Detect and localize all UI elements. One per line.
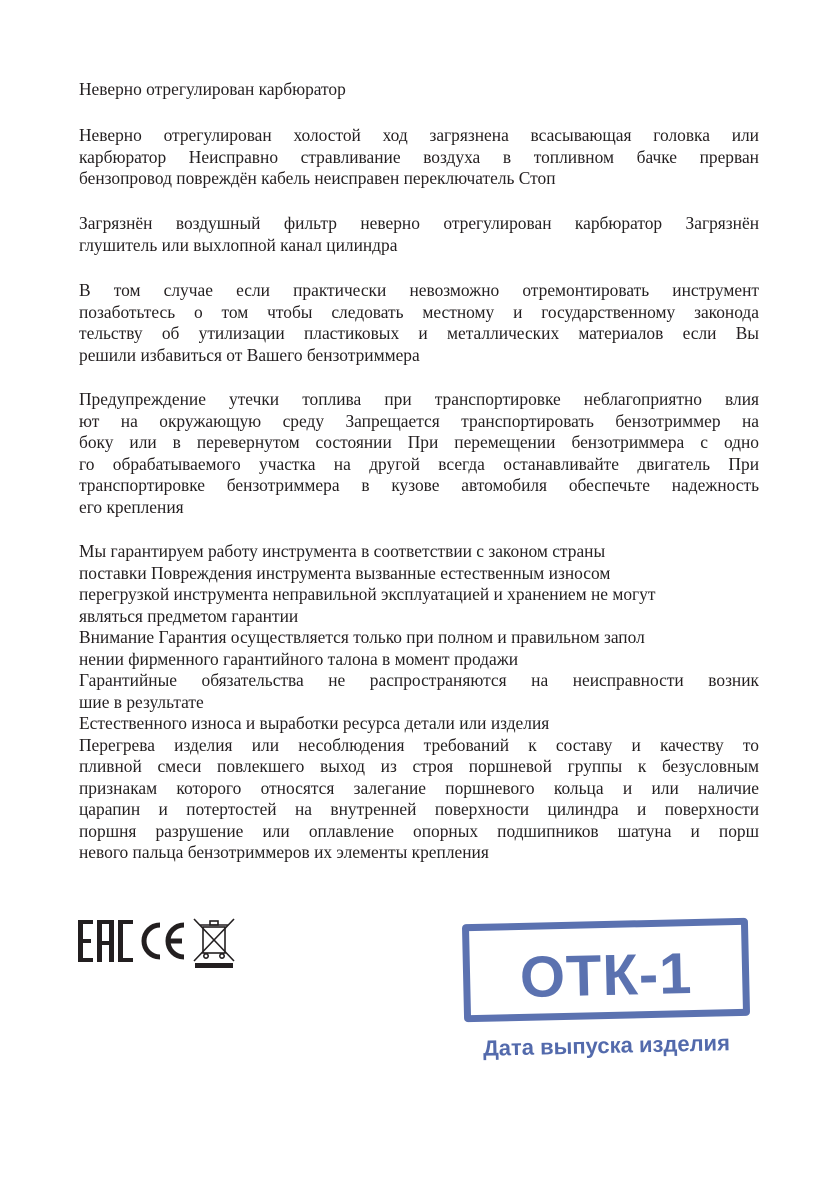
text-line: перегрузкой инструмента неправильной эксплуатацией и хранением не могут (79, 584, 656, 604)
quality-control-stamp (455, 915, 765, 1075)
text-line: поставки Повреждения инструмента вызванные естественным износом (79, 562, 611, 583)
text-line: боку или в перевернутом состоянии При перемещении бензотриммера с одно (79, 432, 759, 452)
text-line: признакам которого относятся залегание поршневого кольца и или наличие (79, 777, 759, 798)
paragraph-idle (79, 125, 759, 190)
stamp-frame (462, 918, 750, 1022)
paragraph-disposal (79, 280, 759, 366)
paragraph-warranty (79, 541, 759, 864)
text-line: транспортировке бензотриммера в кузове автомобиля обеспечьте надежность (79, 475, 759, 495)
text-line: шие в результате (79, 691, 204, 712)
text-line: Предупреждение утечки топлива при транспортировке неблагоприятно влия (79, 389, 759, 409)
text-line: являться предметом гарантии (79, 605, 299, 626)
text-line: В том случае если практически невозможно отремонтировать инструмент (79, 280, 759, 300)
text-line: решили избавиться от Вашего бензотриммера (79, 344, 420, 365)
paragraph-air-filter (79, 213, 759, 256)
eac-mark-icon (78, 920, 133, 962)
text-line: Перегрева изделия или несоблюдения требований к составу и качеству то (79, 734, 759, 755)
text-line: невого пальца бензотриммеров их элементы крепления (79, 842, 489, 862)
paragraph-carburetor (79, 79, 759, 101)
certification-marks (78, 917, 243, 967)
text-line: Загрязнён воздушный фильтр неверно отрегулирован карбюратор Загрязнён (79, 213, 759, 233)
text-line: Внимание Гарантия осуществляется только при полном и правильном запол (79, 627, 645, 647)
text-line: Неверно отрегулирован холостой ход загрязнена всасывающая головка или (79, 125, 759, 145)
text-line: нении фирменного гарантийного талона в момент продажи (79, 648, 519, 669)
text-line: Мы гарантируем работу инструмента в соответствии с законом страны (79, 541, 606, 561)
text-line: поршня разрушение или оплавление опорных подшипников шатуна и порш (79, 820, 759, 841)
text-line: глушитель или выхлопной канал цилиндра (79, 234, 398, 255)
text-line: Неверно отрегулирован карбюратор (79, 79, 346, 99)
text-line: бензопровод повреждён кабель неисправен переключатель Стоп (79, 168, 556, 188)
text-line: Гарантийные обязательства не распространяются на неисправности возник (79, 670, 759, 690)
certification-marks-graphic (78, 917, 243, 969)
text-line: Естественного износа и выработки ресурса детали или изделия (79, 713, 550, 733)
text-line: его крепления (79, 496, 184, 517)
text-line: царапин и потертостей на внутренней поверхности цилиндра и поверхности (79, 799, 759, 819)
paragraph-transport (79, 389, 759, 518)
text-line: позаботьтесь о том чтобы следовать местному и государственному законода (79, 301, 759, 322)
stamp-caption: Дата выпуска изделия (482, 1030, 731, 1061)
text-line: тельству об утилизации пластиковых и металлических материалов если Вы (79, 323, 759, 343)
ce-mark-icon (144, 925, 184, 957)
stamp-code: ОТК-1 (519, 941, 694, 1010)
text-line: пливной смеси повлекшего выход из строя поршневой группы к безусловным (79, 756, 759, 776)
text-line: го обрабатываемого участка на другой всегда останавливайте двигатель При (79, 453, 759, 474)
crossed-out-wheelie-bin-icon (194, 919, 234, 968)
text-line: карбюратор Неисправно стравливание воздуха в топливном бачке прерван (79, 146, 759, 167)
text-line: ют на окружающую среду Запрещается транспортировать бензотриммер на (79, 410, 759, 431)
